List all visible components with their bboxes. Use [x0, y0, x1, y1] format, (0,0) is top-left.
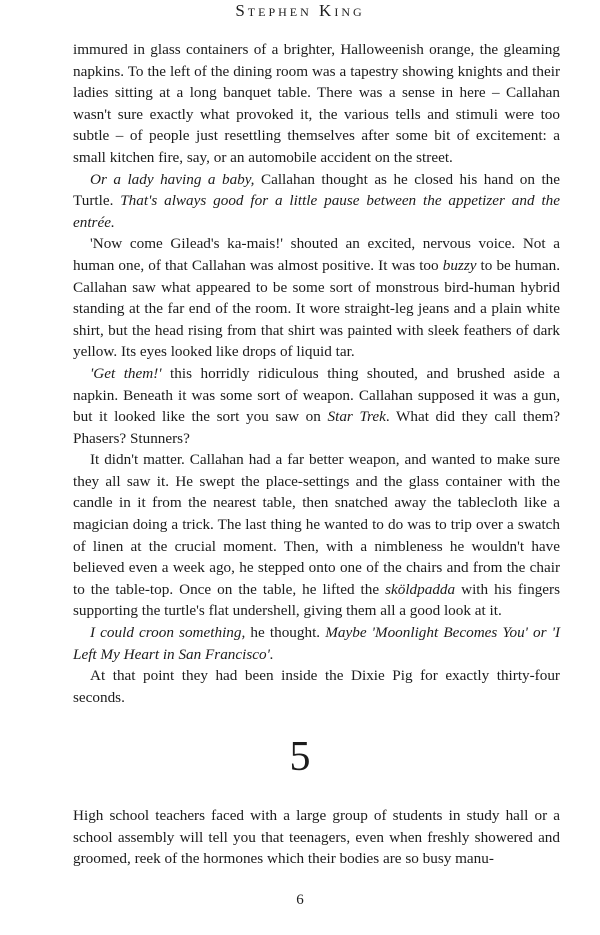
- paragraph: [73, 805, 560, 870]
- text-run: immured in glass containers of a brighter, Halloweenish orange, the gleaming napkins. To the left of the dining room was a tapestry showing knights and their ladies sitting at a long banquet table. There was a sense in here – Callahan wasn't sure exactly what provoked it, the various tells and stimuli were too subtle – of people just resettling themselves after some bit of excitement: a small kitchen fire, say, or an automobile accident on the street.: [73, 41, 560, 166]
- italic-text: sköldpadda: [385, 580, 456, 598]
- paragraph: [73, 622, 560, 665]
- text-run: to be human. Callahan saw what appeared to be some sort of monstrous bird-human hybrid standing at the far end of the room. It wore straight-leg jeans and a plain white shirt, but the head rising from that shirt was painted with sleek feathers of dark yellow. Its eyes looked like drops of liquid tar.: [73, 256, 561, 361]
- paragraph: [73, 363, 560, 449]
- italic-text: I could croon something,: [90, 624, 246, 642]
- italic-text: Maybe 'Moonlight Becomes You' or 'I Left My Heart in San Francisco'.: [73, 624, 560, 663]
- text-run: Callahan thought as he closed his hand on the Turtle.: [73, 170, 560, 210]
- italic-text: Or a lady having a baby,: [90, 170, 255, 188]
- text-run: he thought.: [245, 624, 326, 642]
- text-run: . What did they call them? Phasers? Stunners?: [73, 408, 561, 447]
- paragraph: [73, 169, 560, 234]
- text-run: with his fingers supporting the turtle's flat undershell, giving them all a good look at it.: [73, 580, 560, 620]
- italic-text: buzzy: [442, 256, 477, 274]
- italic-text: Star Trek: [327, 408, 386, 426]
- text-run: 'Now come Gilead's ka-mais!' shouted an excited, nervous voice. Not a human one, of that Callahan was almost positive. It was too: [73, 235, 560, 274]
- text-run: It didn't matter. Callahan had a far better weapon, and wanted to make sure they all saw it. He swept the place-settings and the glass container with the candle in it from the nearest table, then snatched away the tablecloth like a magician doing a trick. The last thing he wanted to do was to trip over a swatch of linen at the crucial moment. Then, with a nimbleness he wouldn't have believed even a week ago, he stepped onto one of the chairs and from the chair to the table-top. Once on the table, he lifted the: [73, 451, 560, 598]
- paragraph: [73, 665, 560, 708]
- paragraph: [73, 449, 560, 622]
- paragraph: [73, 39, 560, 169]
- text-run: High school teachers faced with a large group of students in study hall or a school assembly will tell you that teenagers, even when freshly showered and groomed, reek of the hormones which their bodies are so busy manu-: [73, 807, 560, 868]
- running-head: Stephen King: [235, 1, 365, 20]
- body-text: [73, 39, 560, 708]
- page-number: 6: [296, 892, 304, 908]
- paragraph: [73, 233, 560, 363]
- section-number: 5: [289, 734, 311, 780]
- italic-text: That's always good for a little pause between the appetizer and the entrée.: [73, 192, 560, 231]
- italic-text: 'Get them!': [90, 364, 162, 382]
- text-run: this horridly ridiculous thing shouted, and brushed aside a napkin. Beneath it was some sort of weapon. Callahan supposed it was a gun, but it looked like the sort you saw on: [73, 364, 560, 426]
- text-run: At that point they had been inside the Dixie Pig for exactly thirty-four seconds.: [73, 667, 560, 706]
- section-body-text: [73, 805, 560, 870]
